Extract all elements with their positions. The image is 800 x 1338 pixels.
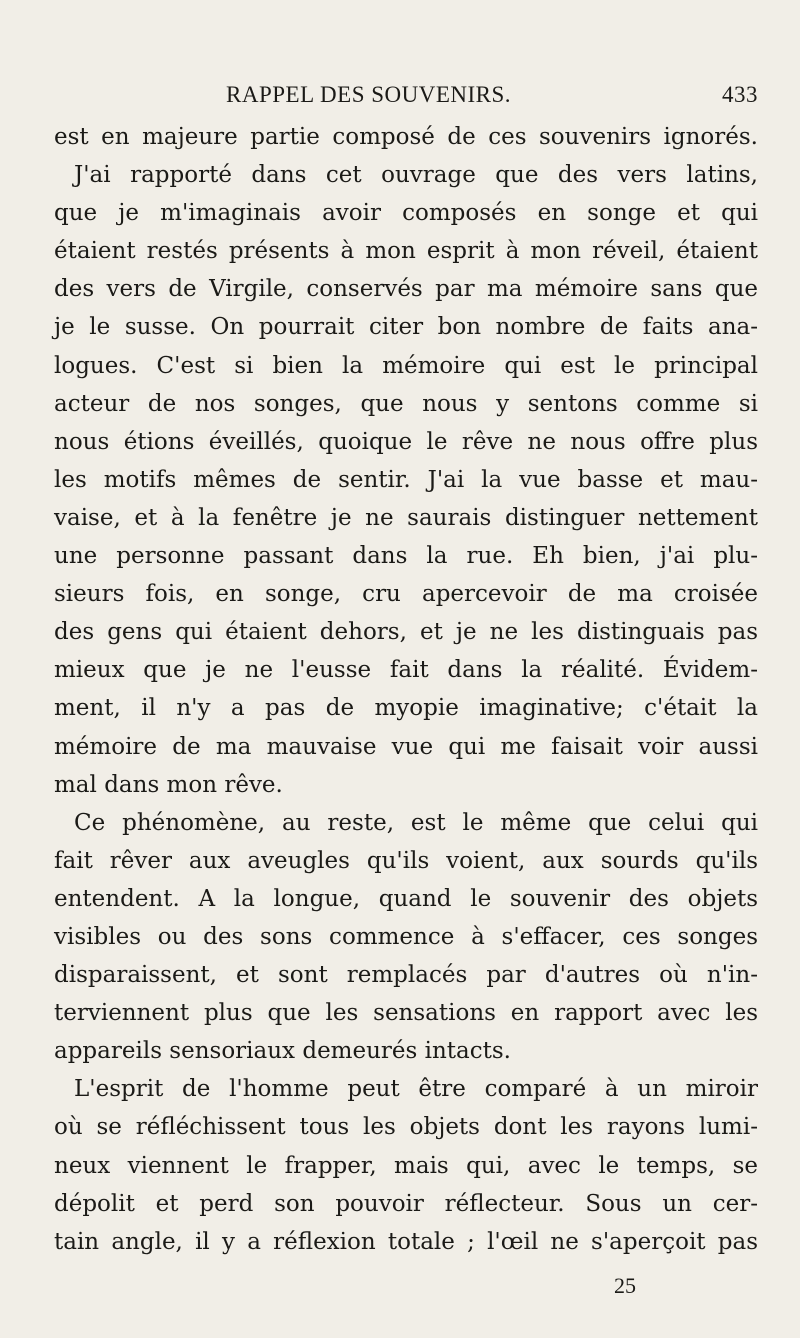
text-line: étaient restés présents à mon esprit à mon réveil, étaient <box>54 238 758 265</box>
text-line: une personne passant dans la rue. Eh bien, j'ai plu- <box>54 543 758 570</box>
text-line: mal dans mon rêve. <box>54 771 283 798</box>
text-line: L'esprit de l'homme peut être comparé à un miroir <box>74 1076 758 1103</box>
text-line: vaise, et à la fenêtre je ne saurais distinguer nettement <box>54 504 758 531</box>
text-line: dépolit et perd son pouvoir réflecteur. Sous un cer- <box>54 1190 758 1217</box>
text-line: disparaissent, et sont remplacés par d'autres où n'in- <box>54 962 758 989</box>
text-line: que je m'imaginais avoir composés en songe et qui <box>54 200 758 227</box>
text-line: visibles ou des sons commence à s'effacer, ces songes <box>54 923 758 950</box>
text-line: sieurs fois, en songe, cru apercevoir de ma croisée <box>54 581 758 608</box>
page-number: 433 <box>722 82 758 107</box>
body-text <box>54 118 758 1261</box>
text-line: mieux que je ne l'eusse fait dans la réalité. Évidem- <box>54 657 758 684</box>
text-line: les motifs mêmes de sentir. J'ai la vue basse et mau- <box>54 466 758 493</box>
text-line: entendent. A la longue, quand le souvenir des objets <box>54 885 758 912</box>
running-head: RAPPEL DES SOUVENIRS. <box>226 82 512 107</box>
text-line: des gens qui étaient dehors, et je ne les distinguais pas <box>54 619 758 646</box>
text-line: je le susse. On pourrait citer bon nombre de faits ana- <box>54 314 758 341</box>
text-line: appareils sensoriaux demeurés intacts. <box>54 1038 511 1065</box>
text-line: logues. C'est si bien la mémoire qui est le principal <box>54 352 758 379</box>
text-line: mémoire de ma mauvaise vue qui me faisait voir aussi <box>54 733 758 760</box>
text-line: fait rêver aux aveugles qu'ils voient, aux sourds qu'ils <box>54 847 758 874</box>
text-line: terviennent plus que les sensations en rapport avec les <box>54 1000 758 1027</box>
text-line: Ce phénomène, au reste, est le même que celui qui <box>74 809 758 836</box>
text-line: où se réfléchissent tous les objets dont les rayons lumi- <box>54 1114 758 1141</box>
text-line: tain angle, il y a réflexion totale ; l'œil ne s'aperçoit pas <box>54 1228 758 1255</box>
text-line: est en majeure partie composé de ces souvenirs ignorés. <box>54 124 758 150</box>
text-line: acteur de nos songes, que nous y sentons comme si <box>54 390 758 417</box>
signature-mark: 25 <box>614 1273 636 1298</box>
text-line: neux viennent le frapper, mais qui, avec le temps, se <box>54 1152 758 1179</box>
text-line: ment, il n'y a pas de myopie imaginative; c'était la <box>54 695 758 722</box>
text-line: nous étions éveillés, quoique le rêve ne nous offre plus <box>54 428 758 455</box>
text-line: des vers de Virgile, conservés par ma mémoire sans que <box>54 276 758 303</box>
text-line: J'ai rapporté dans cet ouvrage que des vers latins, <box>74 162 758 189</box>
page-header <box>54 82 758 118</box>
